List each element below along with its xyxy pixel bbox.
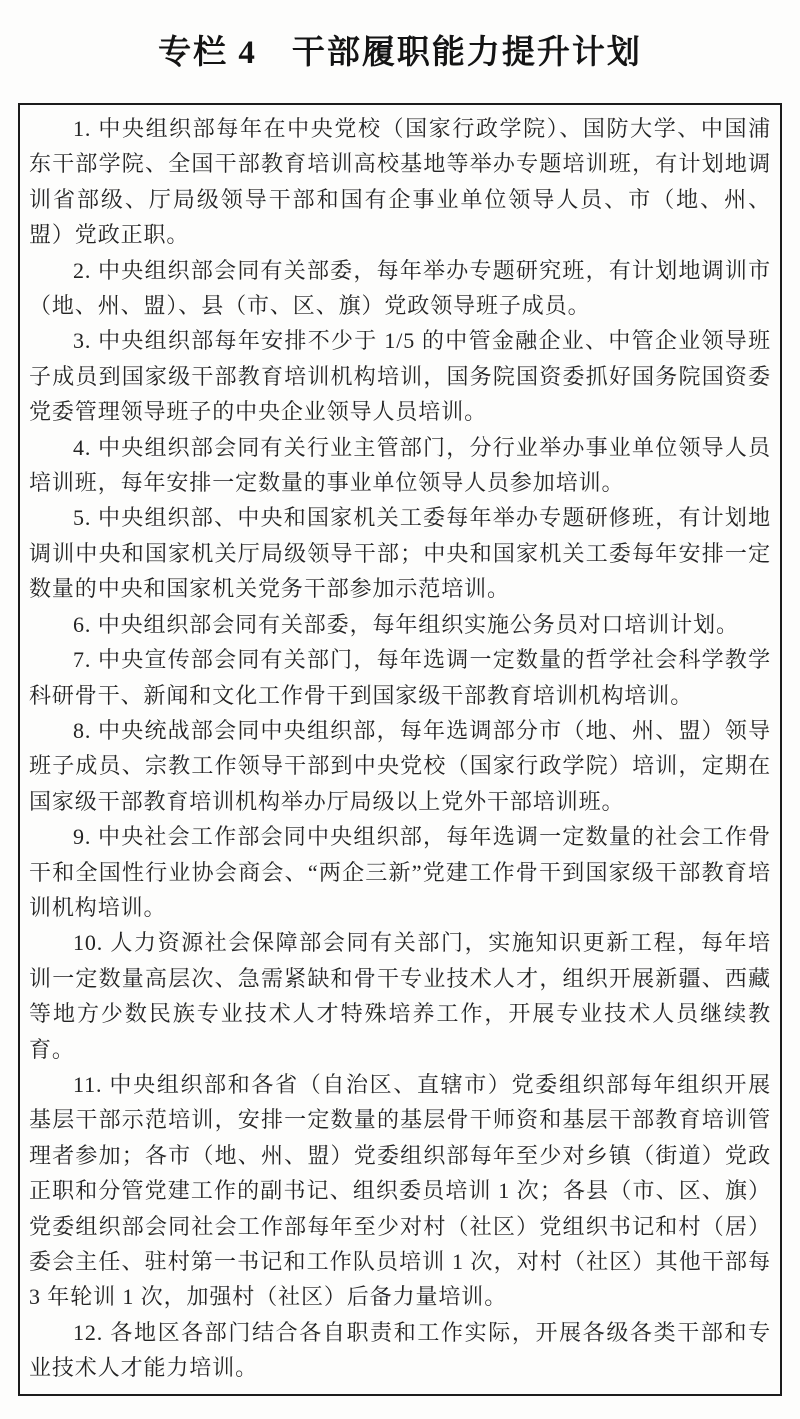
paragraph-7: 7. 中央宣传部会同有关部门，每年选调一定数量的哲学社会科学教学科研骨干、新闻和文化工作骨干到国家级干部教育培训机构培训。 xyxy=(29,647,771,708)
content-box xyxy=(18,103,782,1396)
paragraph-1: 1. 中央组织部每年在中央党校（国家行政学院）、国防大学、中国浦东干部学院、全国干部教育培训高校基地等举办专题培训班，有计划地调训省部级、厅局级领导干部和国有企事业单位领导人员、市（地、州、盟）党政正职。 xyxy=(29,116,771,248)
paragraph-4: 4. 中央组织部会同有关行业主管部门，分行业举办事业单位领导人员培训班，每年安排一定数量的事业单位领导人员参加培训。 xyxy=(29,434,771,496)
paragraph-10: 10. 人力资源社会保障部会同有关部门，实施知识更新工程，每年培训一定数量高层次、急需紧缺和骨干专业技术人才，组织开展新疆、西藏等地方少数民族专业技术人才特殊培养工作，开展专业技术人员继续教育。 xyxy=(29,930,771,1062)
paragraph-6: 6. 中央组织部会同有关部委，每年组织实施公务员对口培训计划。 xyxy=(73,611,739,637)
paragraph-3: 3. 中央组织部每年安排不少于 1/5 的中管金融企业、中管企业领导班子成员到国家级干部教育培训机构培训，国务院国资委抓好国务院国资委党委管理领导班子的中央企业领导人员培训。 xyxy=(29,328,771,425)
paragraph-12: 12. 各地区各部门结合各自职责和工作实际，开展各级各类干部和专业技术人才能力培训。 xyxy=(29,1319,771,1381)
paragraph-5: 5. 中央组织部、中央和国家机关工委每年举办专题研修班，有计划地调训中央和国家机关厅局级领导干部；中央和国家机关工委每年安排一定数量的中央和国家机关党务干部参加示范培训。 xyxy=(29,505,771,602)
paragraph-9: 9. 中央社会工作部会同中央组织部，每年选调一定数量的社会工作骨干和全国性行业协会商会、“两企三新”党建工作骨干到国家级干部教育培训机构培训。 xyxy=(29,824,771,920)
paragraph-2: 2. 中央组织部会同有关部委，每年举办专题研究班，有计划地调训市（地、州、盟）、县（市、区、旗）党政领导班子成员。 xyxy=(29,257,771,319)
page-title: 专栏 4 干部履职能力提升计划 xyxy=(158,35,642,71)
paragraph-11: 11. 中央组织部和各省（自治区、直辖市）党委组织部每年组织开展基层干部示范培训，安排一定数量的基层骨干师资和基层干部教育培训管理者参加；各市（地、州、盟）党委组织部每年至少对乡镇（街道）党政正职和分管党建工作的副书记、组织委员培训 1 次；各县（市、区、旗）党委组织部会同社会工作部每年至少对村（社区）党组织书记和村（居）委会主任、驻村第一书记和工作队员培训 1 次，对村（社区）其他干部每 3 年轮训 1 次，加强村（社区）后备力量培训。 xyxy=(29,1071,771,1310)
paragraph-8: 8. 中央统战部会同中央组织部，每年选调部分市（地、州、盟）领导班子成员、宗教工作领导干部到中央党校（国家行政学院）培训，定期在国家级干部教育培训机构举办厅局级以上党外干部培训班。 xyxy=(29,717,771,814)
